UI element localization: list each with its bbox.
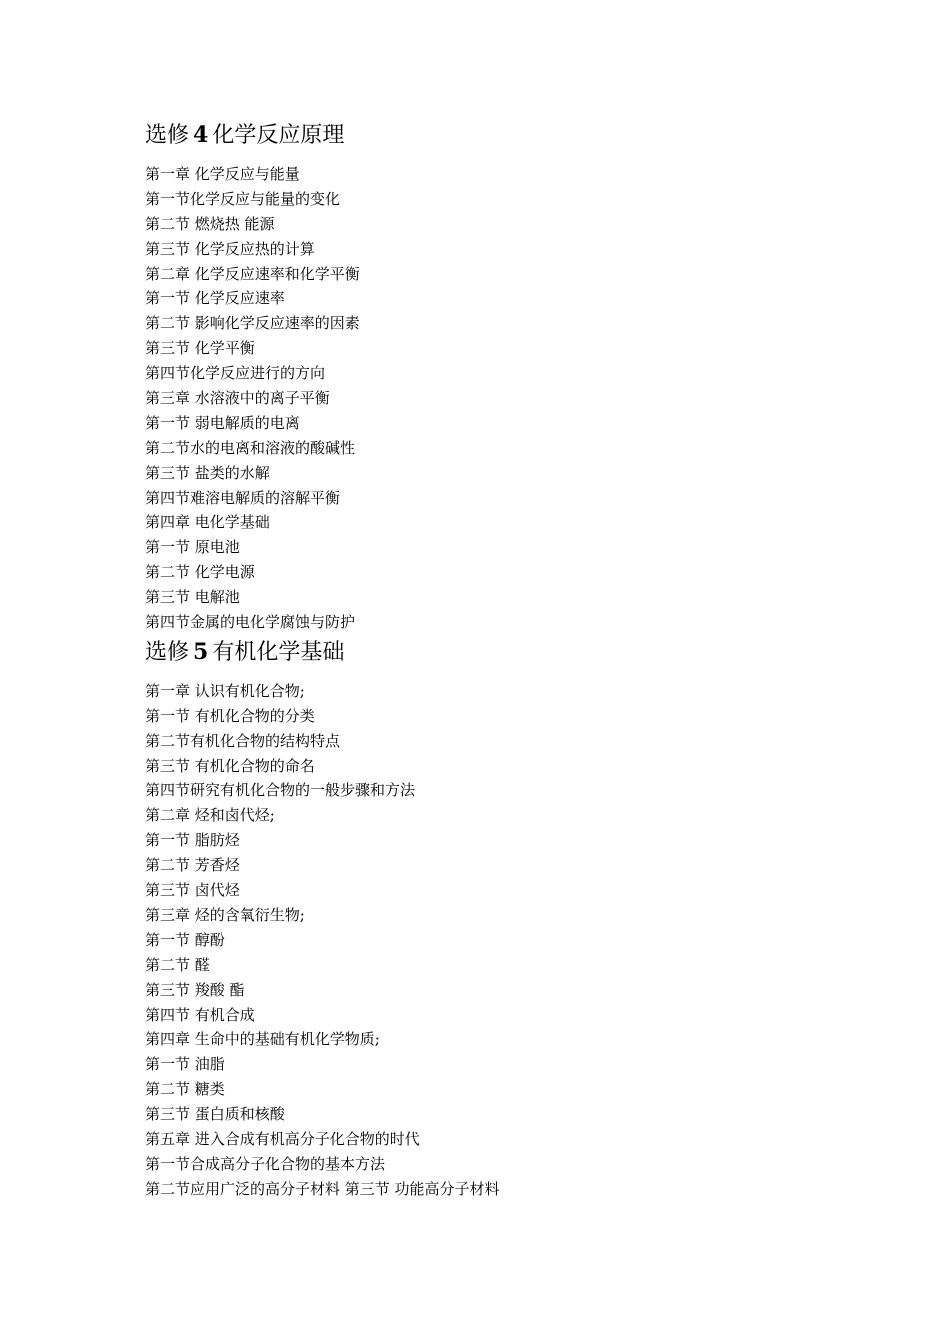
list-item: 第二节 芳香烃 <box>145 856 240 875</box>
list-item: 第三节 盐类的水解 <box>145 463 270 482</box>
list-item: 第四节金属的电化学腐蚀与防护 <box>145 613 356 632</box>
section-title: 选修 4 化学反应原理 <box>145 122 345 148</box>
list-item: 第一节 醇酚 <box>145 930 225 949</box>
list-item: 第二节 燃烧热 能源 <box>145 214 275 233</box>
list-item: 第三节 卤代烃 <box>145 881 240 900</box>
list-item: 第二节有机化合物的结构特点 <box>145 731 341 750</box>
list-item: 第一节 化学反应速率 <box>145 289 285 308</box>
list-item: 第三节 羧酸 酯 <box>145 980 245 999</box>
list-item: 第三节 化学平衡 <box>145 339 255 358</box>
list-item: 第一节 有机化合物的分类 <box>145 706 315 725</box>
list-item: 第一节 原电池 <box>145 538 240 557</box>
list-item: 第二节 糖类 <box>145 1080 225 1099</box>
section-title: 选修 5 有机化学基础 <box>145 638 345 665</box>
list-item: 第四节难溶电解质的溶解平衡 <box>145 488 341 507</box>
list-item: 第三章 烃的含氧衍生物; <box>145 905 305 924</box>
list-item: 第四章 电化学基础 <box>145 513 270 532</box>
list-item: 第一章 化学反应与能量 <box>145 165 300 183</box>
list-item: 第一节 脂肪烃 <box>145 831 240 850</box>
list-item: 第一节合成高分子化合物的基本方法 <box>145 1154 386 1173</box>
document-page <box>145 118 905 1202</box>
list-item: 第三章 水溶液中的离子平衡 <box>145 389 330 408</box>
list-item: 第四节研究有机化合物的一般步骤和方法 <box>145 781 416 800</box>
list-item: 第三节 电解池 <box>145 588 240 607</box>
list-item: 第二章 化学反应速率和化学平衡 <box>145 264 360 283</box>
section-elective-4 <box>145 118 905 635</box>
list-item: 第一节 油脂 <box>145 1055 225 1074</box>
list-item: 第一章 认识有机化合物; <box>145 681 305 700</box>
list-item: 第五章 进入合成有机高分子化合物的时代 <box>145 1129 420 1148</box>
list-item: 第二节 醛 <box>145 955 210 974</box>
chapter-list <box>145 162 905 635</box>
chapter-list <box>145 679 905 1202</box>
list-item: 第二节应用广泛的高分子材料 第三节 功能高分子材料 <box>145 1179 500 1198</box>
list-item: 第四章 生命中的基础有机化学物质; <box>145 1030 380 1049</box>
list-item: 第一节化学反应与能量的变化 <box>145 189 341 208</box>
list-item: 第一节 弱电解质的电离 <box>145 413 300 432</box>
section-elective-5 <box>145 635 905 1202</box>
list-item: 第二章 烃和卤代烃; <box>145 806 275 825</box>
list-item: 第三节 化学反应热的计算 <box>145 239 315 258</box>
list-item: 第三节 有机化合物的命名 <box>145 756 315 775</box>
list-item: 第二节 化学电源 <box>145 563 255 582</box>
list-item: 第四节化学反应进行的方向 <box>145 364 326 383</box>
list-item: 第二节水的电离和溶液的酸碱性 <box>145 438 356 457</box>
list-item: 第四节 有机合成 <box>145 1005 255 1024</box>
list-item: 第二节 影响化学反应速率的因素 <box>145 314 360 333</box>
list-item: 第三节 蛋白质和核酸 <box>145 1105 285 1124</box>
